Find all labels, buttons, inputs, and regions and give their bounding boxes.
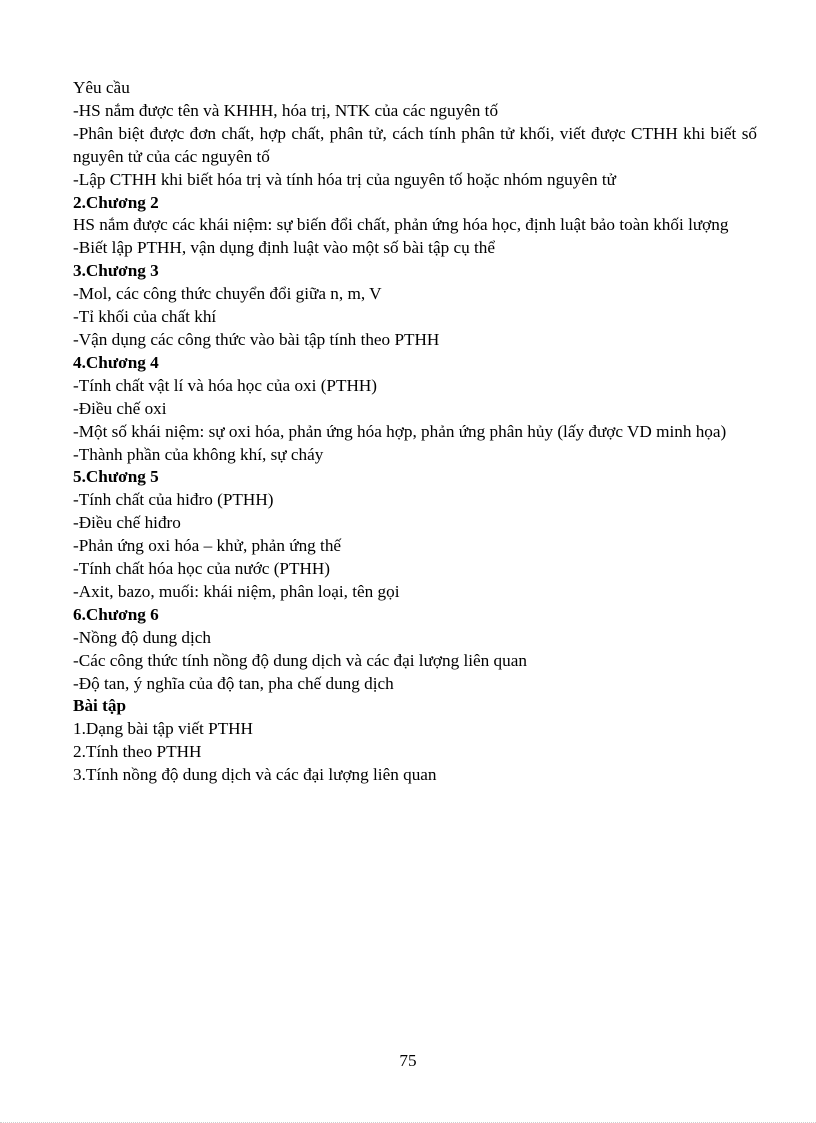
- exercise-item-1: 1.Dạng bài tập viết PTHH: [73, 719, 253, 739]
- chapter3-item-1: -Mol, các công thức chuyển đổi giữa n, m, V: [73, 284, 382, 304]
- chapter3-item-3: -Vận dụng các công thức vào bài tập tính theo PTHH: [73, 329, 440, 349]
- chapter5-item-1: -Tính chất của hiđro (PTHH): [73, 490, 274, 510]
- chapter-5-heading: 5.Chương 5: [73, 467, 159, 487]
- chapter1-item-2: -Phân biệt được đơn chất, hợp chất, phân tử, cách tính phân tử khối, viết được CTHH khi biết số nguyên tử của các nguyên tố: [73, 123, 757, 166]
- chapter1-item-1: -HS nắm được tên và KHHH, hóa trị, NTK của các nguyên tố: [73, 100, 499, 120]
- chapter-2-heading: 2.Chương 2: [73, 192, 159, 212]
- chapter5-item-5: -Axit, bazo, muối: khái niệm, phân loại, tên gọi: [73, 581, 400, 601]
- chapter-6-heading: 6.Chương 6: [73, 604, 159, 624]
- chapter2-item-2: -Biết lập PTHH, vận dụng định luật vào một số bài tập cụ thể: [73, 238, 495, 258]
- chapter6-item-1: -Nồng độ dung dịch: [73, 627, 211, 647]
- chapter6-item-3: -Độ tan, ý nghĩa của độ tan, pha chế dung dịch: [73, 673, 394, 693]
- chapter-4-heading: 4.Chương 4: [73, 352, 159, 372]
- chapter2-item-1: HS nắm được các khái niệm: sự biến đổi chất, phản ứng hóa học, định luật bảo toàn khối lượng: [73, 215, 729, 235]
- chapter5-item-2: -Điều chế hiđro: [73, 513, 181, 533]
- exercises-heading: Bài tập: [73, 696, 127, 716]
- chapter5-item-3: -Phản ứng oxi hóa – khử, phản ứng thế: [73, 536, 342, 556]
- chapter3-item-2: -Tỉ khối của chất khí: [73, 307, 217, 327]
- chapter4-item-1: -Tính chất vật lí và hóa học của oxi (PTHH): [73, 375, 378, 395]
- chapter4-item-4: -Thành phần của không khí, sự cháy: [73, 444, 324, 464]
- chapter4-item-3: -Một số khái niệm: sự oxi hóa, phản ứng hóa hợp, phản ứng phân hủy (lấy được VD minh họa): [73, 421, 727, 441]
- chapter-3-heading: 3.Chương 3: [73, 261, 159, 281]
- chapter1-item-3: -Lập CTHH khi biết hóa trị và tính hóa trị của nguyên tố hoặc nhóm nguyên tử: [73, 169, 616, 189]
- requirements-label: Yêu cầu: [73, 78, 130, 97]
- document-body: [73, 77, 757, 787]
- exercise-item-2: 2.Tính theo PTHH: [73, 742, 202, 762]
- exercise-item-3: 3.Tính nồng độ dung dịch và các đại lượng liên quan: [73, 765, 437, 785]
- chapter5-item-4: -Tính chất hóa học của nước (PTHH): [73, 559, 331, 579]
- chapter4-item-2: -Điều chế oxi: [73, 398, 167, 418]
- chapter6-item-2: -Các công thức tính nồng độ dung dịch và các đại lượng liên quan: [73, 650, 527, 670]
- page-number: 75: [399, 1051, 417, 1070]
